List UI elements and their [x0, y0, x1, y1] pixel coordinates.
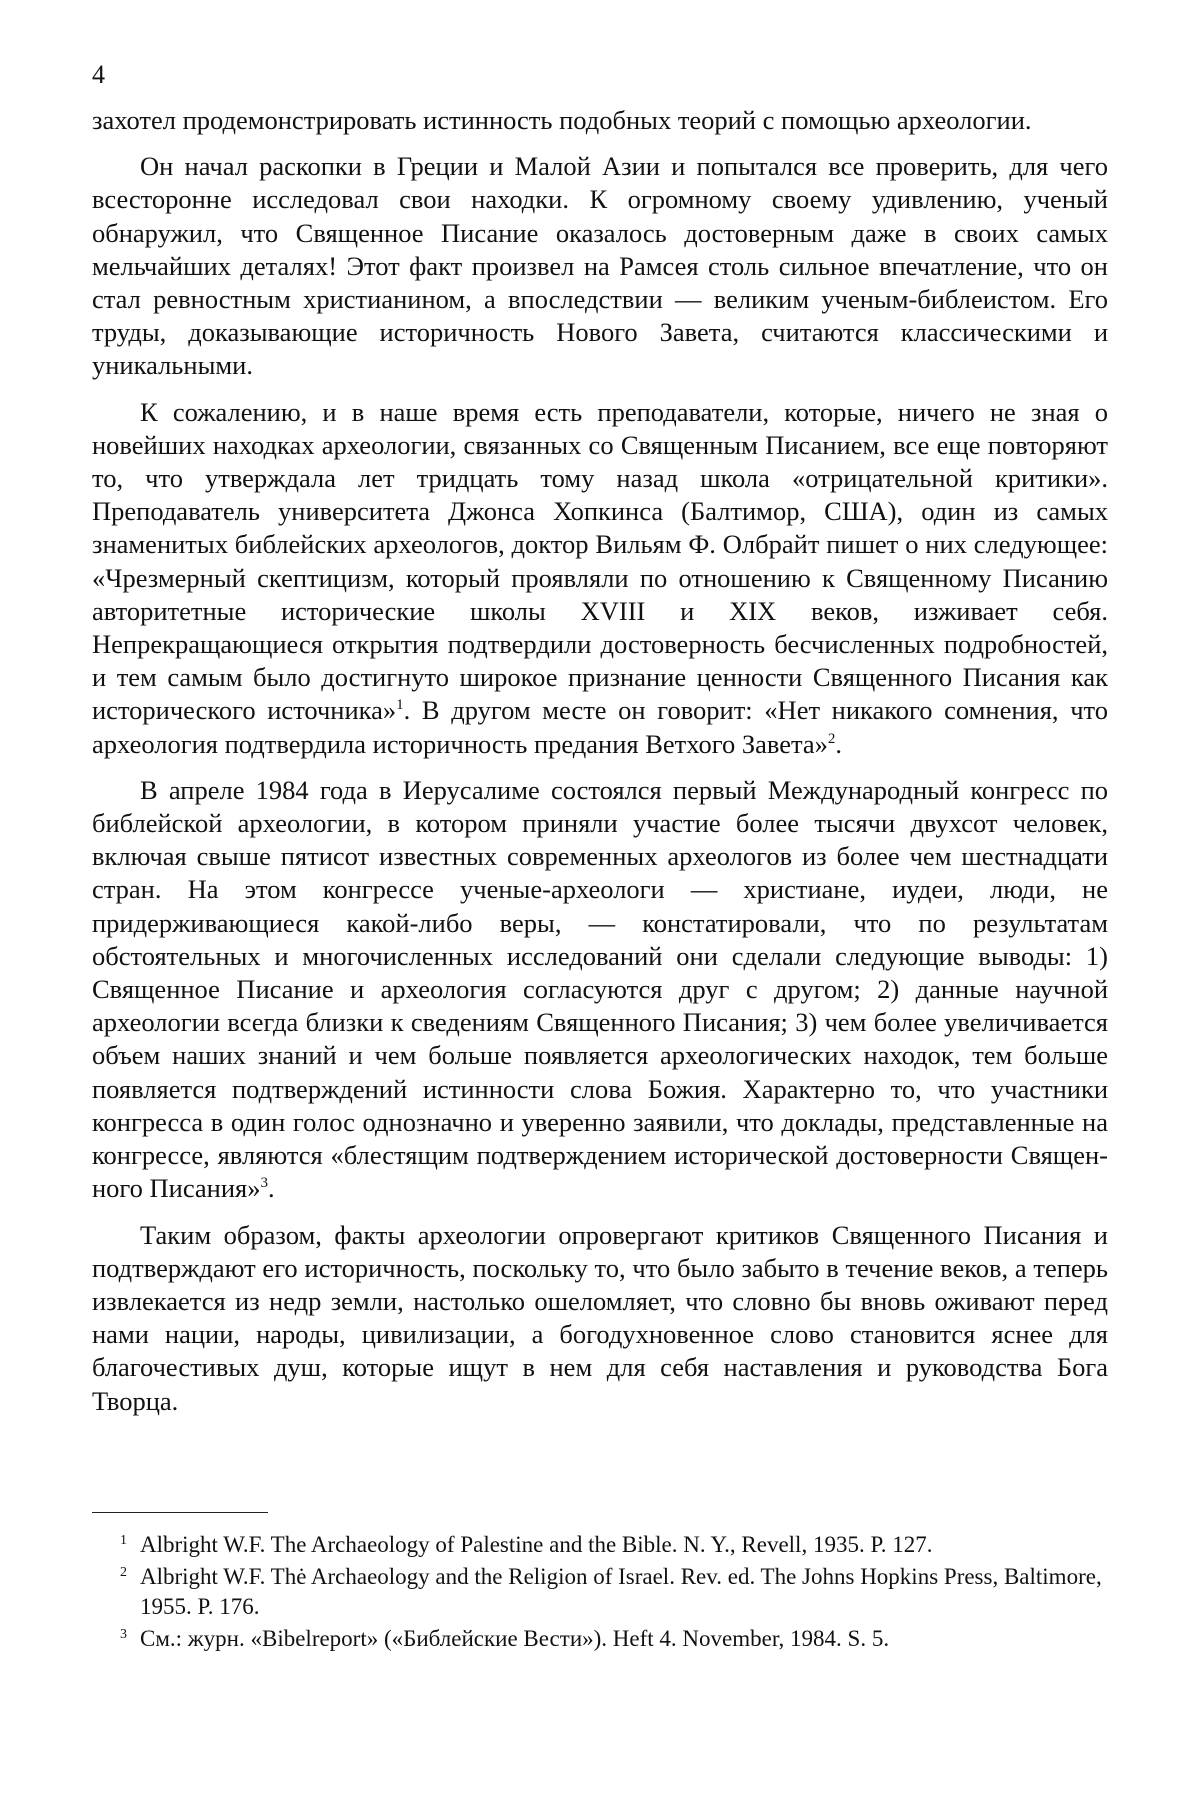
paragraph-ramsay: Он начал раскопки в Греции и Малой Азии и попытался все проверить, для чего всесторонне исследовал свои находки. К огромному своему удивлению, ученый обнаружил, что Священное Писание оказалось достоверным даже в своих самых мельчайших деталях! Этот факт произвел на Рамсея столь сильное впечатление, что он стал ревностным христианином, а впоследствии — великим ученым-библеистом. Его труды, доказывающие историчность Нового Завета, считаются классическими и уникальными. [92, 151, 1108, 381]
footnote-divider [92, 1512, 268, 1513]
paragraph-continuation: захотел продемонстрировать истинность подобных теорий с помощью археологии. [92, 105, 1032, 135]
paragraph-conclusion: Таким образом, факты археологии опровергают критиков Священного Писания и подтверждают его историчность, поскольку то, что было забыто в течение веков, а теперь извлекается из недр земли, настолько ошеломляет, что словно бы вновь оживают перед нами нации, народы, цивилизации, а богодухновенное слово становится яснее для благочестивых душ, которые ищут в нем для себя наставления и руководства Бога Творца. [92, 1219, 1108, 1416]
page-number: 4 [92, 60, 105, 89]
footnote-ref-1: 1 [396, 697, 404, 714]
footnote-mark: 2 [120, 1565, 127, 1580]
paragraph-albright-text-b: . В другом месте он говорит: «Нет никакого сомнения, что археология подтвердила историчность предания Ветхого Завета» [92, 695, 1108, 759]
footnote-ref-3: 3 [260, 1175, 268, 1192]
paragraph-albright [92, 396, 1108, 761]
footnote-text: Albright W.F. The Archaeology of Palestine and the Bible. N. Y., Revell, 1935. P. 127. [140, 1532, 933, 1557]
footnote-item [92, 1530, 1108, 1560]
footnote-mark: 1 [120, 1533, 127, 1548]
footnote-mark: 3 [120, 1627, 127, 1642]
footnotes [92, 1530, 1108, 1656]
footnote-text: См.: журн. «Bibelreport» («Библейские Вести»). Heft 4. November, 1984. S. 5. [140, 1626, 890, 1651]
paragraph-albright-text-c: . [835, 728, 843, 759]
footnote-ref-2: 2 [827, 730, 836, 747]
paragraph-albright-text-a: К сожалению, и в наше время есть преподаватели, которые, ничего не зная о новейших находках археологии, связанных со Священным Писанием, все еще повторяют то, что утверждала лет тридцать тому назад школа «отрицательной критики». Преподаватель университета Джонса Хопкинса (Балтимор, США), один из самых знаменитых библейских археологов, доктор Вильям Ф. Олбрайт пишет о них следующее: «Чрезмерный скептицизм, который проявляли по отношению к Священному Писанию авторитетные исторические школы XVIII и XIX веков, изживает себя. Непрекращающиеся открытия подтвердили достоверность бесчисленных подробностей, и тем самым было достигнуто широкое признание ценности Священного Писания как исторического источника» [92, 396, 1108, 726]
body-text [92, 104, 1108, 1431]
footnote-item [92, 1624, 1108, 1654]
footnote-item [92, 1562, 1108, 1622]
footnote-text: Albright W.F. Thė Archaeology and the Religion of Israel. Rev. ed. The Johns Hopkins Press, Baltimore, 1955. P. 176. [140, 1564, 1102, 1619]
paragraph-congress-text-a: В апреле 1984 года в Иерусалиме состоялся первый Международный конгресс по библейской археологии, в котором приняли участие более тысячи двухсот человек, включая свыше пятисот известных современных археологов из более чем шестнадцати стран. На этом конгрессе ученые-археологи — христиане, иудеи, люди, не придерживающиеся какой-либо веры, — констатировали, что по результатам обстоятельных и многочисленных исследований они сделали следующие выводы: 1) Священное Писание и археология согласуются друг с другом; 2) данные научной археологии всегда близки к сведениям Священного Писания; 3) чем более увеличивается объем наших знаний и чем больше появляется археологических находок, тем больше появляется подтверждений истинности слова Божия. Характерно то, что участники конгресса в один голос однозначно и уверенно заявили, что доклады, представленные на конгрессе, являются «блестящим подтверждением исторической достоверности Священного Писания» [92, 774, 1108, 1204]
paragraph-congress-text-b: . [268, 1173, 275, 1204]
paragraph-congress [92, 774, 1108, 1206]
